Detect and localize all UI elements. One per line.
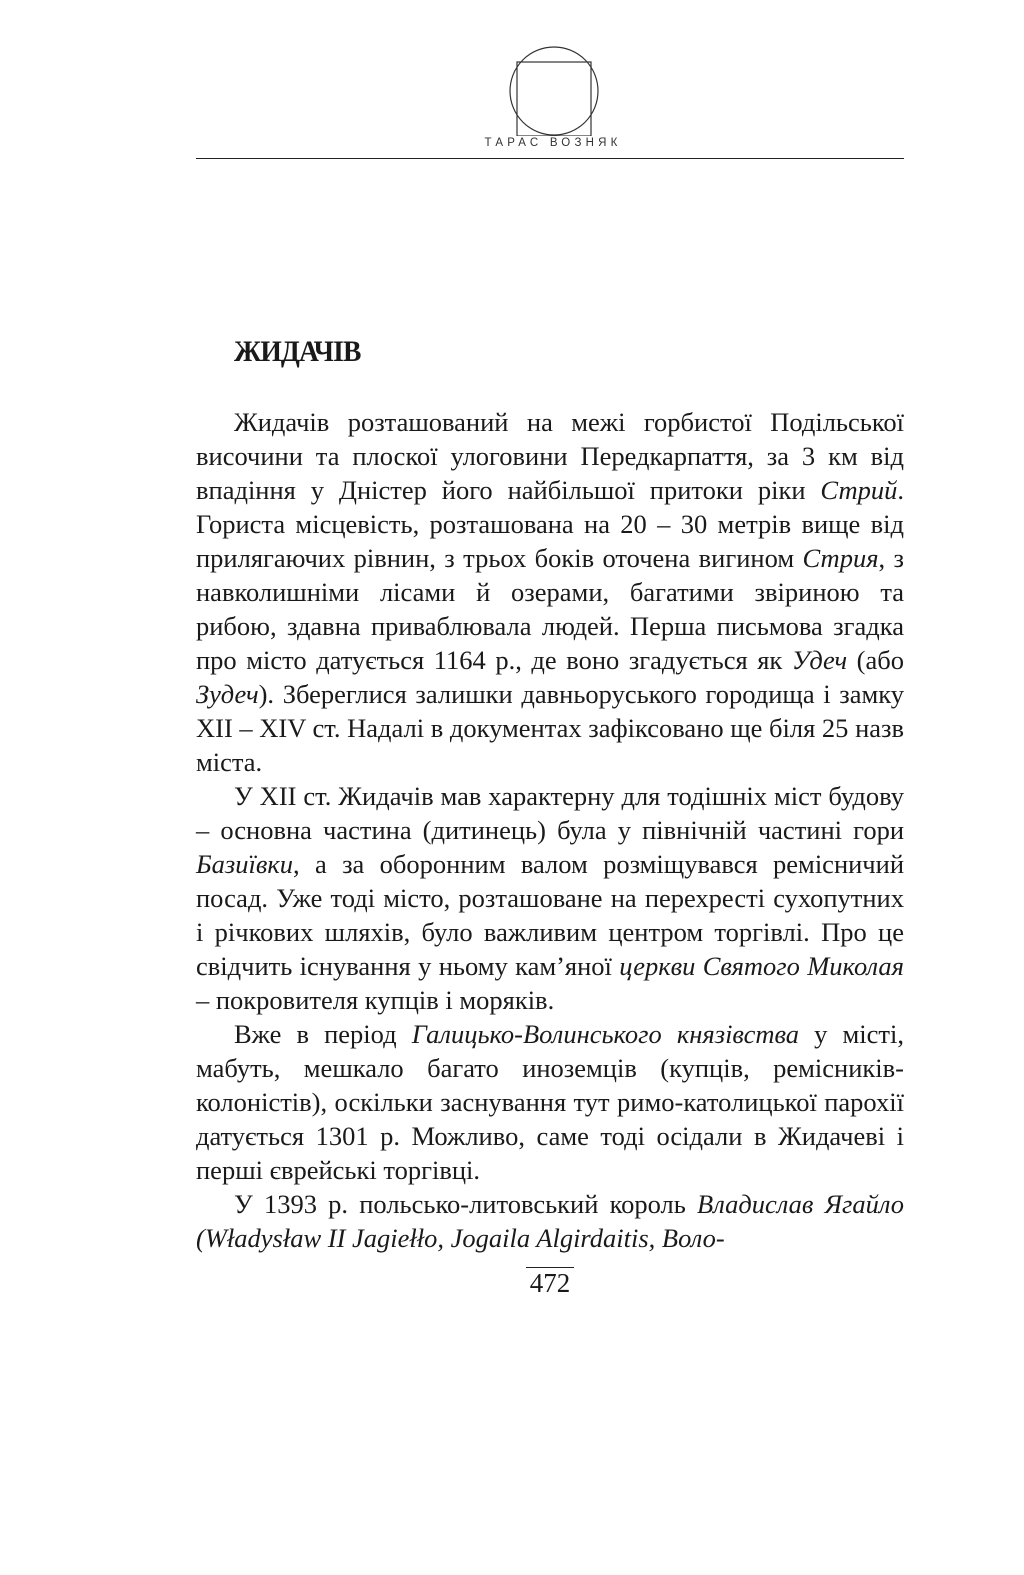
text-run: , а за оборонним валом розміщувався ремісничий посад. Уже тоді місто, розташоване на перехресті сухопутних і річкових шляхів, було важливим центром торгівлі. Про це свідчить існування у ньому кам’яної xyxy=(196,849,904,981)
text-run: – покровителя купців і моряків. xyxy=(196,985,555,1015)
publisher-logo-icon xyxy=(509,46,599,136)
paragraph xyxy=(196,1187,904,1255)
italic-text: Зудеч xyxy=(196,679,259,709)
text-run: у місті, мабуть, мешкало багато иноземців (купців, ремісників-колоністів), оскільки заснування тут римо-католицької парохії датується 1301 р. Можливо, саме тоді осідали в Жидачеві і перші єврейські торгівці. xyxy=(196,1019,904,1185)
italic-text: Галицько-Волинського князівства xyxy=(411,1019,800,1049)
italic-text: Удеч xyxy=(791,645,848,675)
header-rule xyxy=(196,158,904,159)
italic-text: Стрий xyxy=(820,475,898,505)
page-number: 472 xyxy=(526,1267,575,1298)
text-run: Жидачів розташований на межі горбистої Подільської височини та плоскої улоговини Передкарпаття, за 3 км від впадіння у Дністер його найбільшої притоки ріки xyxy=(196,407,904,505)
italic-text: Владислав Ягайло (Władysław II Jagiełło, Jogaila Algirdaitis, Воло- xyxy=(196,1189,904,1253)
page-number-container xyxy=(196,1268,904,1299)
text-run: У 1393 р. польсько-литовський король xyxy=(234,1189,698,1219)
italic-text: церкви Святого Миколая xyxy=(619,951,904,981)
text-run: (або xyxy=(847,645,904,675)
italic-text: Стрия xyxy=(802,543,879,573)
text-run: ). Збереглися залишки давньоруського городища і замку XII – XIV ст. Надалі в документах зафіксовано ще біля 25 назв міста. xyxy=(196,679,904,777)
text-run: Вже в період xyxy=(234,1019,412,1049)
italic-text: Базиївки xyxy=(196,849,293,879)
paragraph xyxy=(196,779,904,1017)
paragraph xyxy=(196,405,904,779)
text-run: , з навколишніми лісами й озерами, багатими звіриною та рибою, здавна приваблювала людей. Перша письмова згадка про місто датується 1164 р., де воно згадується як xyxy=(196,543,905,675)
running-head: ТАРАС ВОЗНЯК xyxy=(484,137,622,149)
text-run: . Гориста місцевість, розташована на 20 – 30 метрів вище від прилягаючих рівнин, з трьох боків оточена вигином xyxy=(196,475,904,573)
text-run: У XII ст. Жидачів мав характерну для тодішніх міст будову – основна частина (дитинець) була у північній частині гори xyxy=(196,781,904,845)
body-text xyxy=(196,405,904,1255)
chapter-title: ЖИДАЧІВ xyxy=(234,335,361,368)
paragraph xyxy=(196,1017,904,1187)
